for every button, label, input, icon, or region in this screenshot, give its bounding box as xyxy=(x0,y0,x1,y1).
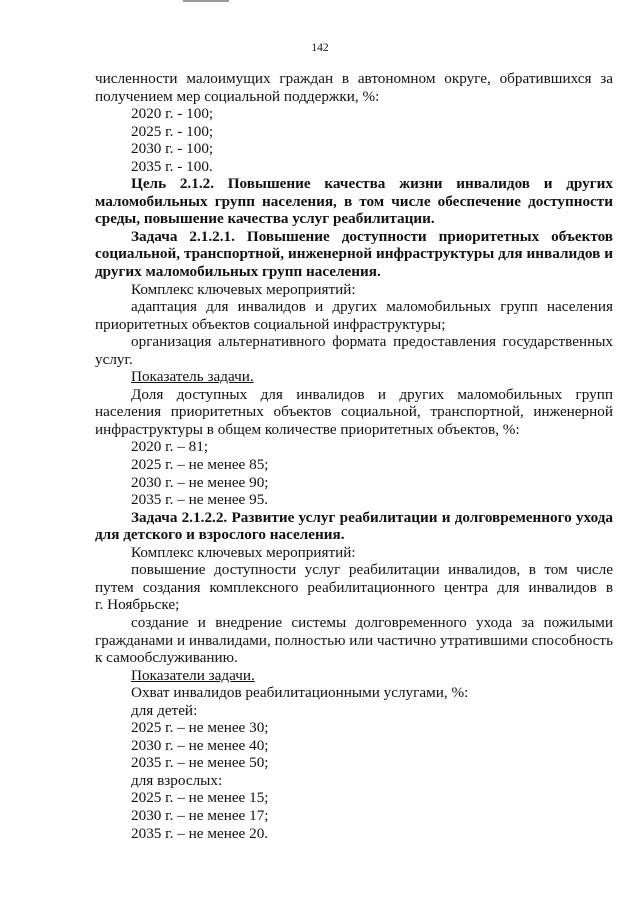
text-line: 2020 г. - 100; xyxy=(131,105,214,123)
text-line: адаптация для инвалидов и других маломобильных групп населения xyxy=(131,298,613,316)
text-line: инфраструктуры в общем количестве приоритетных объектов, %: xyxy=(95,420,520,438)
text-line: 2025 г. – не менее 30; xyxy=(131,719,269,737)
text-line: 2025 г. – не менее 85; xyxy=(131,456,269,474)
text-line: Показатели задачи. xyxy=(131,666,255,684)
text-line: Комплекс ключевых мероприятий: xyxy=(131,543,356,561)
text-line: 2020 г. – 81; xyxy=(131,438,209,456)
text-line: среды, повышение качества услуг реабилитации. xyxy=(95,210,435,228)
text-line: 2035 г. – не менее 50; xyxy=(131,754,269,772)
page-number: 142 xyxy=(311,42,329,54)
text-line: 2030 г. - 100; xyxy=(131,140,214,158)
text-line: путем создания комплексного реабилитационного центра для инвалидов в xyxy=(95,578,613,596)
text-line: создание и внедрение системы долговременного ухода за пожилыми xyxy=(131,613,613,631)
text-line: г. Ноябрьске; xyxy=(95,596,180,614)
text-line: для детей: xyxy=(131,701,198,719)
text-line: Цель 2.1.2. Повышение качества жизни инвалидов и других xyxy=(131,175,613,193)
text-line: 2025 г. – не менее 15; xyxy=(131,789,269,807)
text-line: Охват инвалидов реабилитационными услугами, %: xyxy=(131,684,469,702)
text-line: маломобильных групп населения, в том числе обеспечение доступности xyxy=(95,192,613,210)
text-line: для взрослых: xyxy=(131,771,223,789)
text-line: 2030 г. – не менее 17; xyxy=(131,806,269,824)
text-line: Комплекс ключевых мероприятий: xyxy=(131,280,356,298)
text-line: к самообслуживанию. xyxy=(95,649,238,667)
text-line: 2035 г. – не менее 95. xyxy=(131,491,269,509)
text-line: Задача 2.1.2.2. Развитие услуг реабилитации и долговременного ухода xyxy=(131,508,613,526)
text-line: повышение доступности услуг реабилитации инвалидов, в том числе xyxy=(131,561,613,579)
text-line: населения приоритетных объектов социальной, транспортной, инженерной xyxy=(95,403,613,421)
text-line: Доля доступных для инвалидов и других маломобильных групп xyxy=(131,385,613,403)
text-line: 2025 г. - 100; xyxy=(131,122,214,140)
text-line: 2035 г. – не менее 20. xyxy=(131,824,269,842)
text-line: организация альтернативного формата предоставления государственных xyxy=(131,333,613,351)
scan-edge-mark xyxy=(183,0,229,2)
text-line: других маломобильных групп населения. xyxy=(95,263,381,281)
text-line: получением мер социальной поддержки, %: xyxy=(95,87,380,105)
text-line: услуг. xyxy=(95,350,133,368)
text-line: гражданами и инвалидами, полностью или частично утратившими способность xyxy=(95,631,613,649)
text-line: для детского и взрослого населения. xyxy=(95,526,345,544)
text-line: численности малоимущих граждан в автономном округе, обратившихся за xyxy=(95,70,613,87)
text-line: Задача 2.1.2.1. Повышение доступности приоритетных объектов xyxy=(131,227,613,245)
text-line: 2035 г. - 100. xyxy=(131,157,213,175)
text-line: Показатель задачи. xyxy=(131,368,254,386)
text-line: приоритетных объектов социальной инфраструктуры; xyxy=(95,315,446,333)
text-line: 2030 г. – не менее 90; xyxy=(131,473,269,491)
document-body xyxy=(95,70,613,842)
text-line: социальной, транспортной, инженерной инфраструктуры для инвалидов и xyxy=(95,245,613,263)
text-line: 2030 г. – не менее 40; xyxy=(131,736,269,754)
